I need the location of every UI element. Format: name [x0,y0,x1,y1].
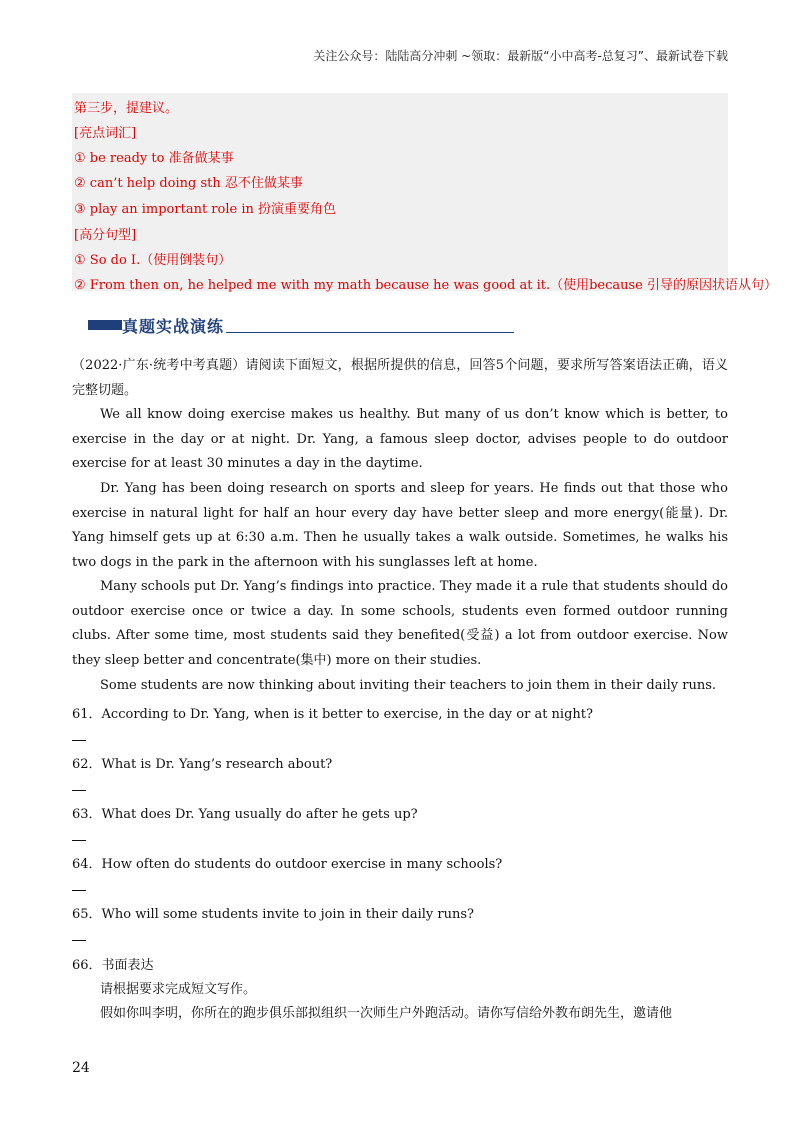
writing-title: 66．书面表达 [72,958,154,973]
question-65: 65．Who will some students invite to join in their daily runs? [72,907,475,922]
title-bar-decoration [88,320,122,330]
passage-paragraph: We all know doing exercise makes us healthy. But many of us don’t know which is better, to exercise in the day or at night. Dr. Yang, a famous sleep doctor, advises people to do outdoor exercise for at least 30 minutes a day in the daytime. [72,407,728,471]
tip-line: ② From then on, he helped me with my math because he was good at it.（使用because 引导的原因状语从句） [74,278,777,293]
section-title [88,314,428,336]
intro-paragraph: （2022·广东·统考中考真题）请阅读下面短文，根据所提供的信息，回答5个问题，要求所写答案语法正确，语义完整切题。 [72,358,728,398]
question-63: 63．What does Dr. Yang usually do after he gets up? [72,807,418,822]
answer-blank [72,840,86,841]
question-61: 61．According to Dr. Yang, when is it better to exercise, in the day or at night? [72,707,593,722]
tip-line: [亮点词汇] [74,126,137,141]
writing-prompt: 假如你叫李明，你所在的跑步俱乐部拟组织一次师生户外跑活动。请你写信给外教布朗先生，邀请他 [100,1006,673,1021]
tip-line: [高分句型] [74,228,137,243]
answer-blank [72,890,86,891]
answer-blank [72,790,86,791]
answer-blank [72,740,86,741]
title-underline [226,332,514,333]
tip-line: ② can’t help doing sth 忍不住做某事 [74,176,303,191]
passage-paragraph: Some students are now thinking about inviting their teachers to join them in their daily runs. [100,678,717,693]
question-62: 62．What is Dr. Yang’s research about? [72,757,333,772]
tip-line: ③ play an important role in 扮演重要角色 [74,202,336,217]
answer-blank [72,940,86,941]
question-64: 64．How often do students do outdoor exercise in many schools? [72,857,503,872]
section-title-text: 真题实战演练 [122,317,225,336]
tip-line: ① be ready to 准备做某事 [74,151,234,166]
writing-instruction: 请根据要求完成短文写作。 [100,982,257,997]
tip-line: 第三步，提建议。 [74,101,179,116]
page-number: 24 [72,1060,90,1076]
passage-paragraph: Dr. Yang has been doing research on sports and sleep for years. He finds out that those who exercise in natural light for half an hour every day have better sleep and more energy(能量). Dr. Yang himself gets up at 6:30 a.m. Then he usually takes a walk outside. Sometimes, he walks his two dogs in the park in the afternoon with his sunglasses left at home. [72,481,728,570]
page-header: 关注公众号：陆陆高分冲刺 ~领取：最新版“小中高考-总复习”、最新试卷下载 [313,49,728,63]
tip-line: ① So do I.（使用倒装句） [74,253,232,268]
passage-paragraph: Many schools put Dr. Yang’s findings into practice. They made it a rule that students should do outdoor exercise once or twice a day. In some schools, students even formed outdoor running clubs. After some time, most students said they benefited(受益) a lot from outdoor exercise. Now they sleep better and concentrate(集中) more on their studies. [72,579,728,668]
